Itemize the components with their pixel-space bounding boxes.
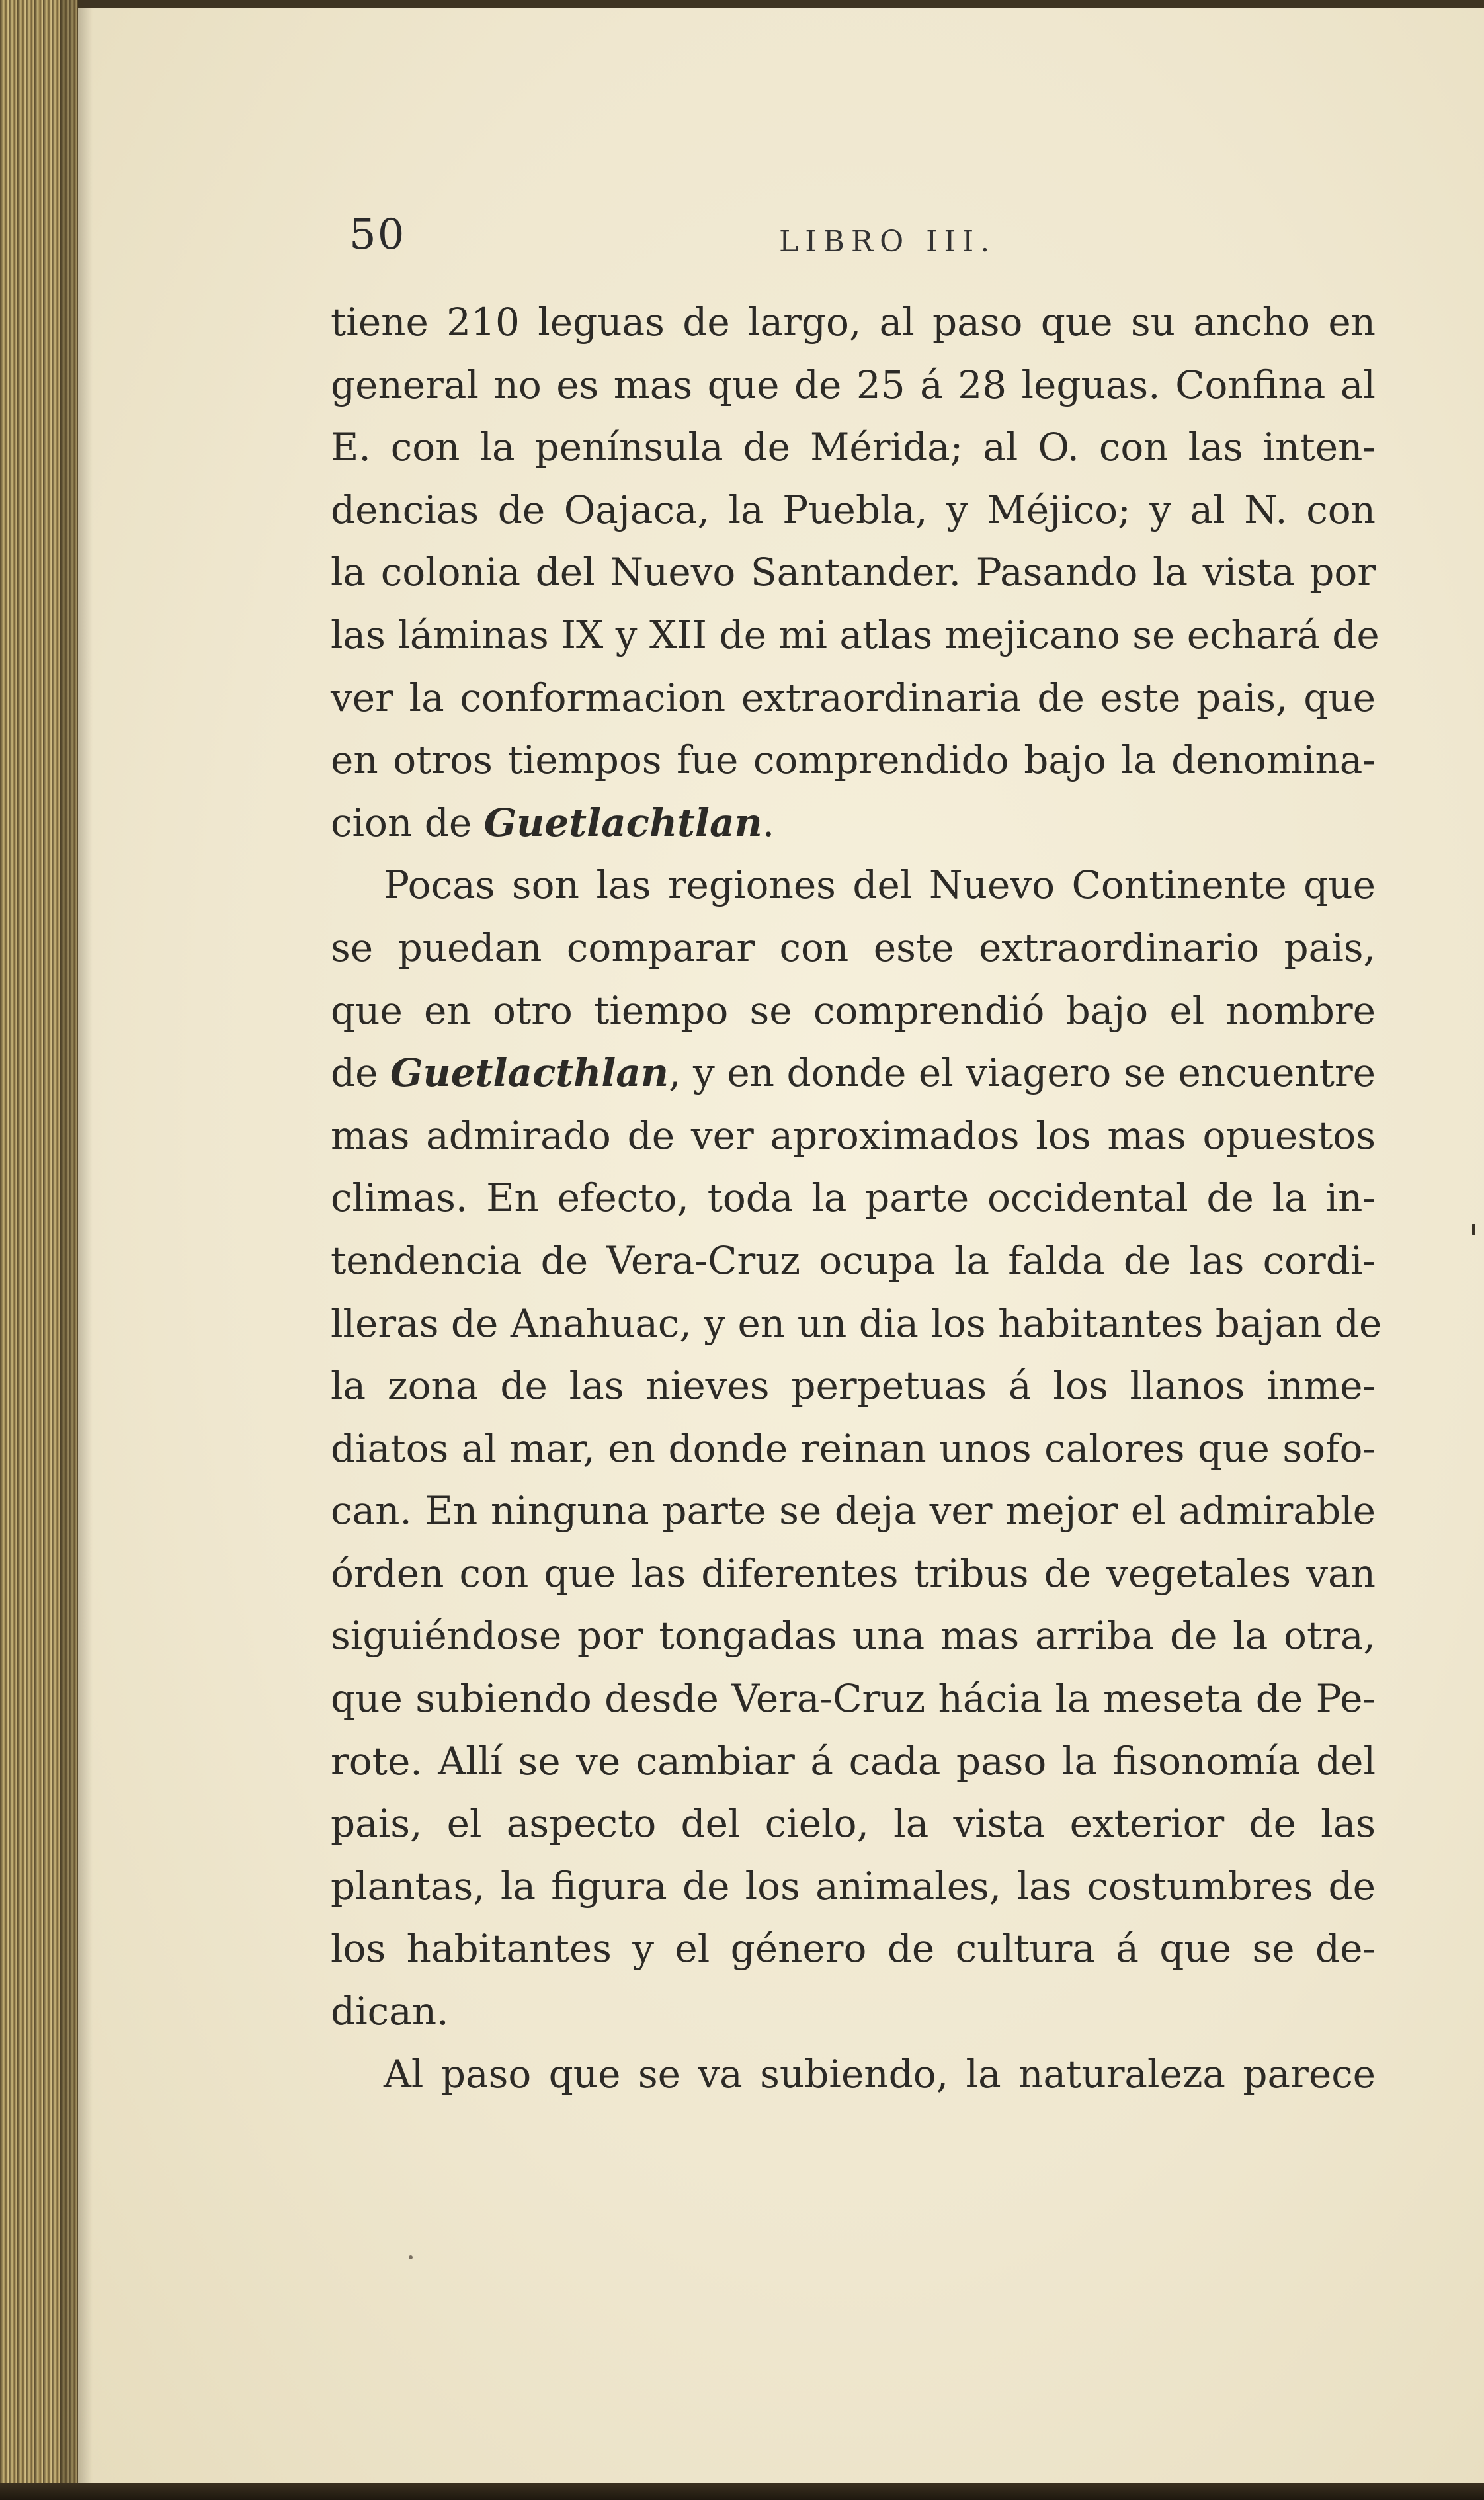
text-line: E. con la península de Mérida; al O. con las inten- xyxy=(331,425,1376,470)
running-head xyxy=(349,210,1381,270)
text-line: las láminas IX y XII de mi atlas mejicano se echará de xyxy=(331,612,1380,657)
text-line: la zona de las nieves perpetuas á los llanos inme- xyxy=(331,1363,1376,1409)
text-line: los habitantes y el género de cultura á que se de- xyxy=(331,1926,1376,1972)
gutter-shadow xyxy=(60,0,93,2500)
text-line: can. En ninguna parte se deja ver mejor el admirable xyxy=(331,1488,1376,1534)
text-line: pais, el aspecto del cielo, la vista exterior de las xyxy=(331,1801,1376,1847)
text-line: dican. xyxy=(331,1989,449,2034)
text-line: Al paso que se va subiendo, la naturaleza parece xyxy=(384,2051,1376,2097)
text-line: lleras de Anahuac, y en un dia los habitantes bajan de xyxy=(331,1300,1382,1346)
text-line: rote. Allí se ve cambiar á cada paso la fisonomía del xyxy=(331,1738,1376,1784)
body-text xyxy=(331,291,1382,2105)
text-line: dencias de Oajaca, la Puebla, y Méjico; y al N. con xyxy=(331,487,1376,532)
italic-name: Guetlachtlan xyxy=(483,800,763,845)
text-line: mas admirado de ver aproximados los mas opuestos xyxy=(331,1112,1376,1158)
text-line: órden con que las diferentes tribus de vegetales van xyxy=(331,1550,1376,1596)
text-line: en otros tiempos fue comprendido bajo la denomina- xyxy=(331,737,1376,783)
text-line: climas. En efecto, toda la parte occidental de la in- xyxy=(331,1175,1376,1221)
text-line: se puedan comparar con este extraordinario pais, xyxy=(331,925,1376,970)
text-line: de Guetlacthlan, y en donde el viagero se encuentre xyxy=(331,1050,1376,1096)
text-line: Pocas son las regiones del Nuevo Continente que xyxy=(384,862,1376,908)
paper-speck xyxy=(1472,1224,1475,1235)
text-line: diatos al mar, en donde reinan unos calores que sofo- xyxy=(331,1425,1376,1471)
text-line: que en otro tiempo se comprendió bajo el nombre xyxy=(331,987,1376,1033)
text-line: tendencia de Vera-Cruz ocupa la falda de las cordi- xyxy=(331,1237,1376,1283)
text-line: ver la conformacion extraordinaria de este pais, que xyxy=(331,675,1376,720)
text-line: plantas, la figura de los animales, las costumbres de xyxy=(331,1863,1376,1909)
text-line: que subiendo desde Vera-Cruz hácia la meseta de Pe- xyxy=(331,1676,1376,1722)
text-line: general no es mas que de 25 á 28 leguas. Confina al xyxy=(331,362,1376,407)
bottom-shadow xyxy=(0,2483,1484,2500)
text-line: la colonia del Nuevo Santander. Pasando la vista por xyxy=(331,550,1376,595)
text-line: siguiéndose por tongadas una mas arriba de la otra, xyxy=(331,1613,1376,1659)
italic-name: Guetlacthlan xyxy=(390,1050,669,1096)
page-number: 50 xyxy=(349,210,406,259)
text-line: cion de Guetlachtlan. xyxy=(331,800,775,845)
running-title: LIBRO III. xyxy=(779,225,997,259)
paper-speck xyxy=(409,2255,413,2259)
text-line: tiene 210 leguas de largo, al paso que su ancho en xyxy=(331,300,1376,345)
